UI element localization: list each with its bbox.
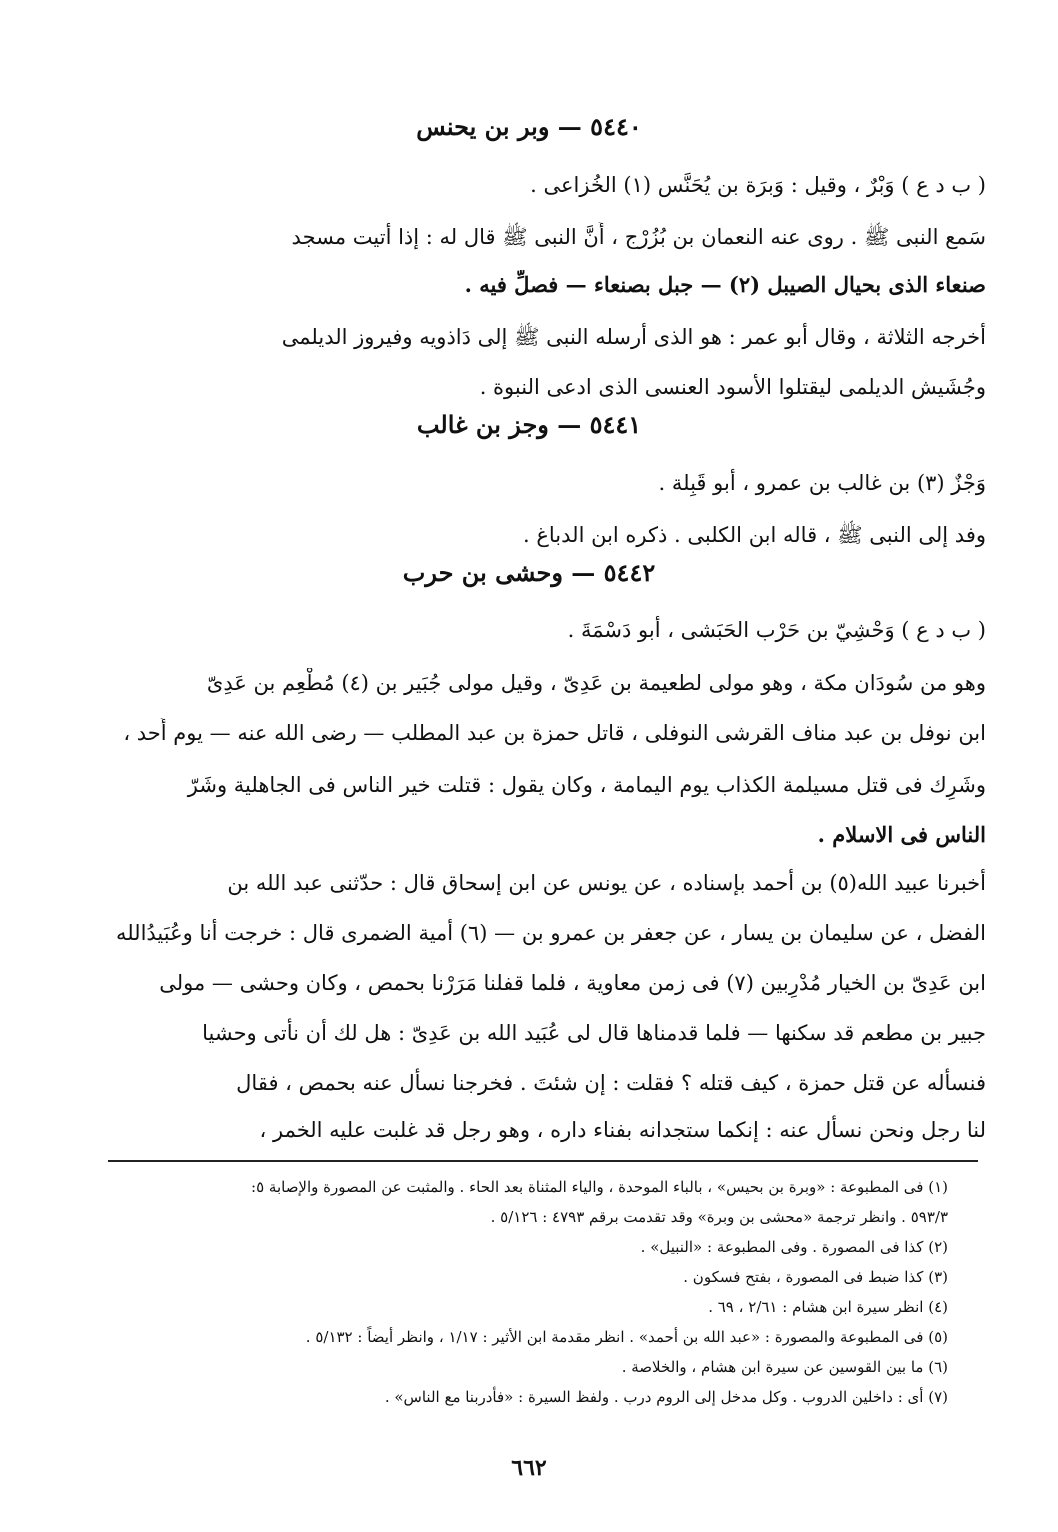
page-number: ٦٦٢ [511, 1455, 547, 1481]
text-line: وجُشَيش الديلمى ليقتلوا الأسود العنسى الذى ادعى النبوة . [479, 375, 986, 399]
text-line: جبير بن مطعم قد سكنها — فلما قدمناها قال لى عُبَيد الله بن عَدِىّ : هل لك أن نأتى وحشيا [202, 1021, 986, 1045]
entry-heading: ٥٤٤٢ — وحشى بن حرب [402, 558, 656, 587]
footnote: (٥) فى المطبوعة والمصورة : «عبد الله بن أحمد» . انظر مقدمة ابن الأثير : ١/١٧ ، وانظر أيضاً : ٥/١٣٢ . [305, 1328, 948, 1346]
text-line: وهو من سُودَان مكة ، وهو مولى لطعيمة بن عَدِىّ ، وقيل مولى جُبَير بن (٤) مُطْعِم بن عَدِىّ [206, 671, 986, 695]
text-line: وَجْزٌ (٣) بن غالب بن عمرو ، أبو قَبِلة . [658, 471, 986, 495]
footnote: (٣) كذا ضبط فى المصورة ، بفتح فسكون . [683, 1268, 948, 1286]
text-line: سَمع النبى ﷺ . روى عنه النعمان بن بُزُرْج ، أَنَّ النبى ﷺ قال له : إذا أتيت مسجد [291, 225, 986, 249]
text-line: ابن عَدِىّ بن الخيار مُدْرِبين (٧) فى زمن معاوية ، فلما قفلنا مَرَرْنا بحمص ، وكان وحشى — مولى [159, 971, 986, 995]
text-line: وفد إلى النبى ﷺ ، قاله ابن الكلبى . ذكره ابن الدباغ . [523, 523, 986, 547]
footnote: (٦) ما بين القوسين عن سيرة ابن هشام ، والخلاصة . [621, 1358, 948, 1376]
text-line: وشَرِك فى قتل مسيلمة الكذاب يوم اليمامة ، وكان يقول : قتلت خير الناس فى الجاهلية وشَرّ [187, 773, 986, 797]
entry-heading: ٥٤٤١ — وجز بن غالب [416, 410, 642, 439]
text-line: ( ب د ع ) وَبْرٌ ، وقيل : وَبرَة بن يُحَنَّس (١) الخُزاعى . [530, 173, 986, 197]
footnote: (٧) أى : داخلين الدروب . وكل مدخل إلى الروم درب . ولفظ السيرة : «فأدربنا مع الناس» . [384, 1388, 948, 1406]
footnote: (٤) انظر سيرة ابن هشام : ٢/٦١ ، ٦٩ . [708, 1298, 948, 1316]
text-line: الفضل ، عن سليمان بن يسار ، عن جعفر بن عمرو بن — (٦) أمية الضمرى قال : خرجت أنا وعُبَيدُالله [115, 921, 986, 945]
text-line: الناس فى الاسلام . [817, 822, 986, 847]
footnote: (٢) كذا فى المصورة . وفى المطبوعة : «النبيل» . [640, 1238, 948, 1256]
text-line: أخرجه الثلاثة ، وقال أبو عمر : هو الذى أرسله النبى ﷺ إلى دَاذويه وفيروز الديلمى [281, 325, 986, 349]
footnote: ٥٩٣/٣ . وانظر ترجمة «محشى بن وبرة» وقد تقدمت برقم ٤٧٩٣ : ٥/١٢٦ . [490, 1208, 948, 1226]
text-line: لنا رجل ونحن نسأل عنه : إنكما ستجدانه بفناء داره ، وهو رجل قد غلبت عليه الخمر ، [259, 1118, 986, 1142]
footnote: (١) فى المطبوعة : «وبرة بن بحيس» ، بالباء الموحدة ، والياء المثناة بعد الحاء . والمثبت عن المصورة والإصابة ٥: [251, 1178, 948, 1196]
footnote-divider [108, 1160, 978, 1162]
entry-heading: ٥٤٤٠ — وبر بن يحنس [416, 112, 642, 141]
text-line: ابن نوفل بن عبد مناف القرشى النوفلى ، قاتل حمزة بن عبد المطلب — رضى الله عنه — يوم أُحد ، [123, 721, 986, 745]
text-line: أخبرنا عبيد الله(٥) بن أحمد بإسناده ، عن يونس عن ابن إسحاق قال : حدّثنى عبد الله بن [227, 871, 986, 895]
text-line: صنعاء الذى بحيال الصيبل (٢) — جبل بصنعاء — فصلِّ فيه . [464, 272, 986, 297]
text-line: ( ب د ع ) وَحْشِيّ بن حَرْب الحَبَشى ، أبو دَسْمَةَ . [567, 618, 986, 642]
text-line: فنسأله عن قتل حمزة ، كيف قتله ؟ فقلت : إن شئتَ . فخرجنا نسأل عنه بحمص ، فقال [236, 1071, 986, 1095]
